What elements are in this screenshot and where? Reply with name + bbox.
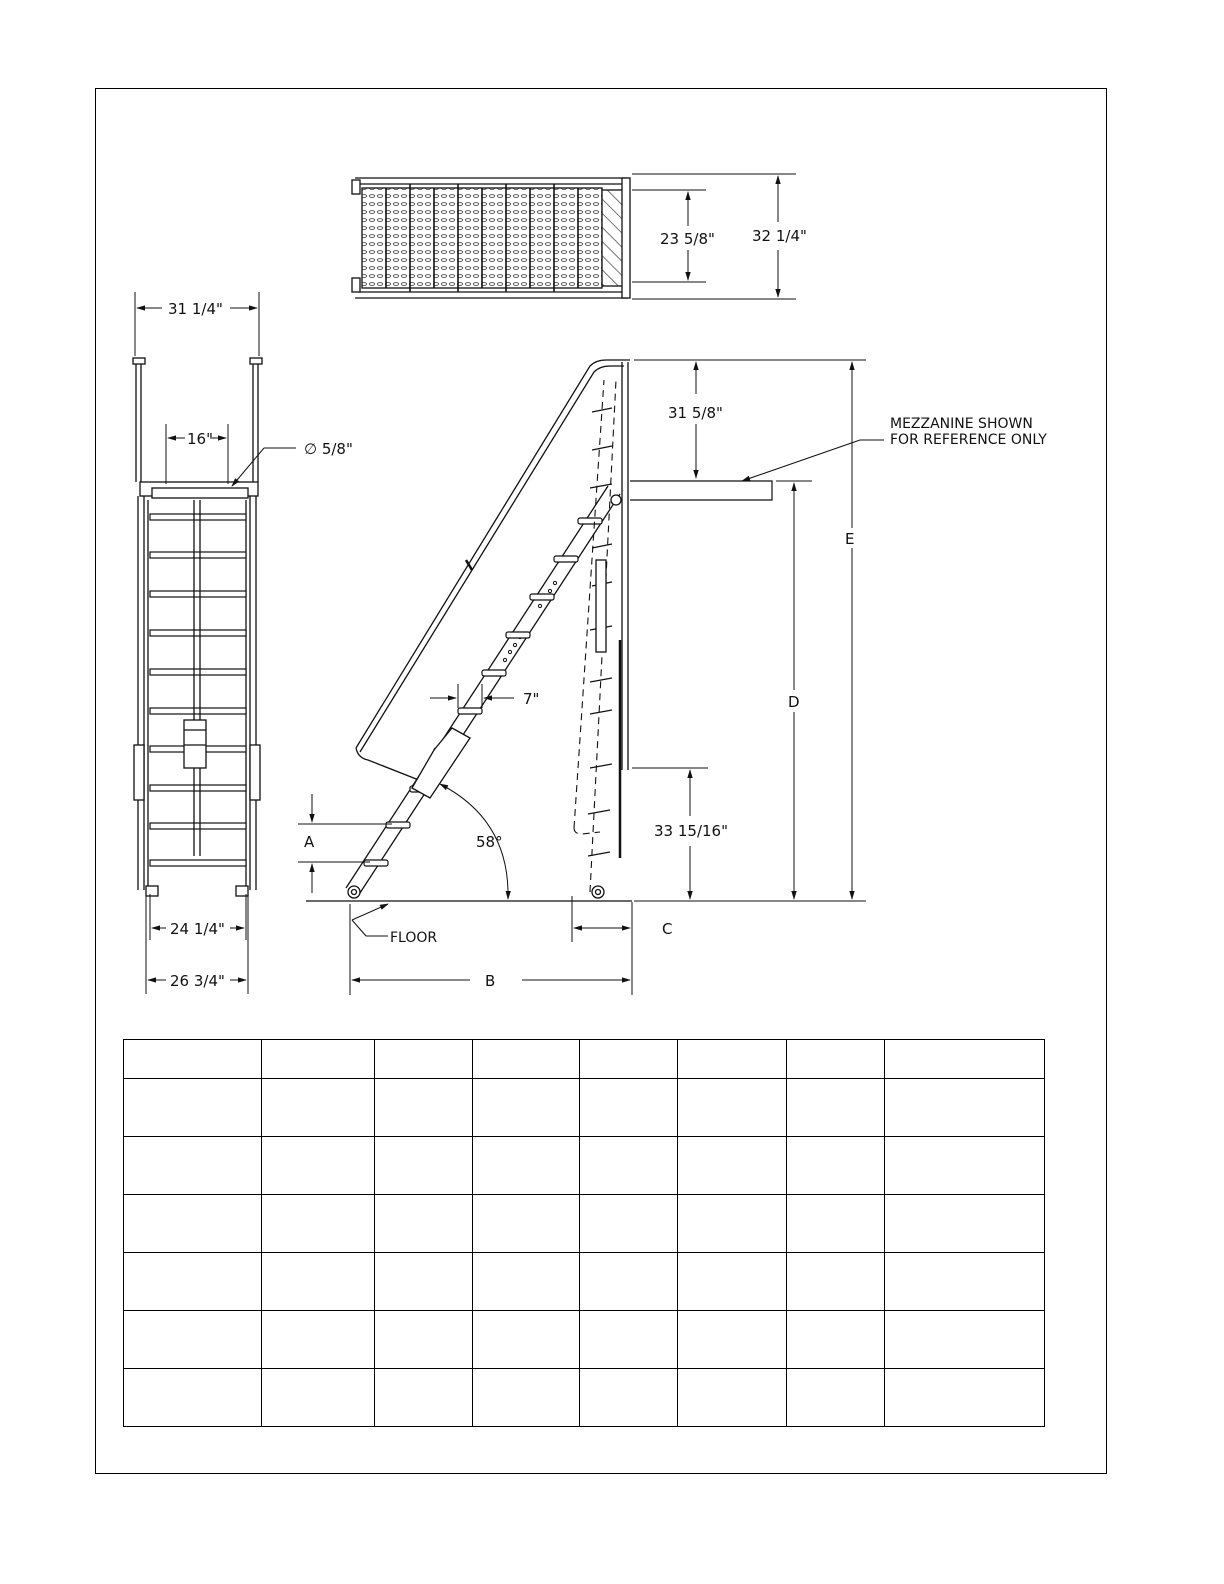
table-cell [124,1079,262,1137]
table-cell [580,1369,678,1427]
table-cell [580,1079,678,1137]
table-cell [678,1311,787,1369]
table-cell [124,1137,262,1195]
top-outer-width-label: 32 1/4" [752,227,807,245]
table-cell [124,1311,262,1369]
table-cell [885,1369,1045,1427]
table-cell [262,1253,375,1311]
table-row [124,1195,1045,1253]
table-cell [580,1311,678,1369]
spec-table [123,1039,1045,1427]
table-cell [262,1311,375,1369]
table-cell [885,1079,1045,1137]
table-row [124,1079,1045,1137]
table-cell [473,1369,580,1427]
table-cell [124,1195,262,1253]
table-cell [678,1195,787,1253]
table-cell [678,1079,787,1137]
table-header-row [124,1040,1045,1079]
table-cell [580,1195,678,1253]
table-row [124,1253,1045,1311]
table-cell [678,1369,787,1427]
rail-end-height-label: 33 15/16" [654,822,728,840]
rod-diameter-label: ∅ 5/8" [304,440,353,458]
table-cell [678,1040,787,1079]
table-cell [375,1195,473,1253]
table-cell [885,1253,1045,1311]
table-cell [885,1195,1045,1253]
mezzanine-note-line1: MEZZANINE SHOWN [890,416,1033,432]
table-cell [787,1311,885,1369]
mezzanine-note-line2: FOR REFERENCE ONLY [890,432,1047,448]
table-cell [262,1079,375,1137]
front-view-dimensions [135,292,296,994]
dimension-b-label: B [485,972,496,990]
table-cell [473,1079,580,1137]
table-cell [580,1137,678,1195]
top-view [352,178,630,298]
table-cell [473,1040,580,1079]
table-row [124,1369,1045,1427]
side-view-dimensions [298,360,884,995]
table-cell [787,1137,885,1195]
table-cell [678,1137,787,1195]
table-cell [473,1253,580,1311]
table-cell [678,1253,787,1311]
table-cell [787,1195,885,1253]
table-cell [787,1253,885,1311]
table-cell [473,1311,580,1369]
table-row [124,1311,1045,1369]
table-cell [375,1253,473,1311]
table-cell [375,1079,473,1137]
table-cell [473,1137,580,1195]
table-cell [375,1137,473,1195]
table-cell [580,1040,678,1079]
table-cell [787,1079,885,1137]
table-cell [262,1137,375,1195]
table-cell [124,1253,262,1311]
table-cell [885,1040,1045,1079]
table-cell [885,1311,1045,1369]
front-base-outer-label: 26 3/4" [170,972,225,990]
table-cell [787,1369,885,1427]
table-cell [473,1195,580,1253]
table-cell [787,1040,885,1079]
front-overall-width-label: 31 1/4" [168,300,223,318]
dimension-a-label: A [304,833,315,851]
table-cell [124,1040,262,1079]
rail-above-platform-label: 31 5/8" [668,404,723,422]
top-inner-width-label: 23 5/8" [660,230,715,248]
dimension-d-label: D [788,693,800,711]
tread-depth-label: 7" [523,690,540,708]
table-row [124,1137,1045,1195]
front-inner-width-label: 16" [187,430,213,448]
table-cell [262,1195,375,1253]
table-cell [375,1040,473,1079]
table-cell [124,1369,262,1427]
angle-label: 58° [476,833,503,851]
dimension-c-label: C [662,920,673,938]
table-cell [375,1369,473,1427]
table-cell [262,1040,375,1079]
table-cell [375,1311,473,1369]
side-view [306,360,772,901]
table-cell [262,1369,375,1427]
table-cell [885,1137,1045,1195]
table-cell [580,1253,678,1311]
front-base-inner-label: 24 1/4" [170,920,225,938]
floor-label: FLOOR [390,930,438,946]
dimension-e-label: E [845,530,855,548]
